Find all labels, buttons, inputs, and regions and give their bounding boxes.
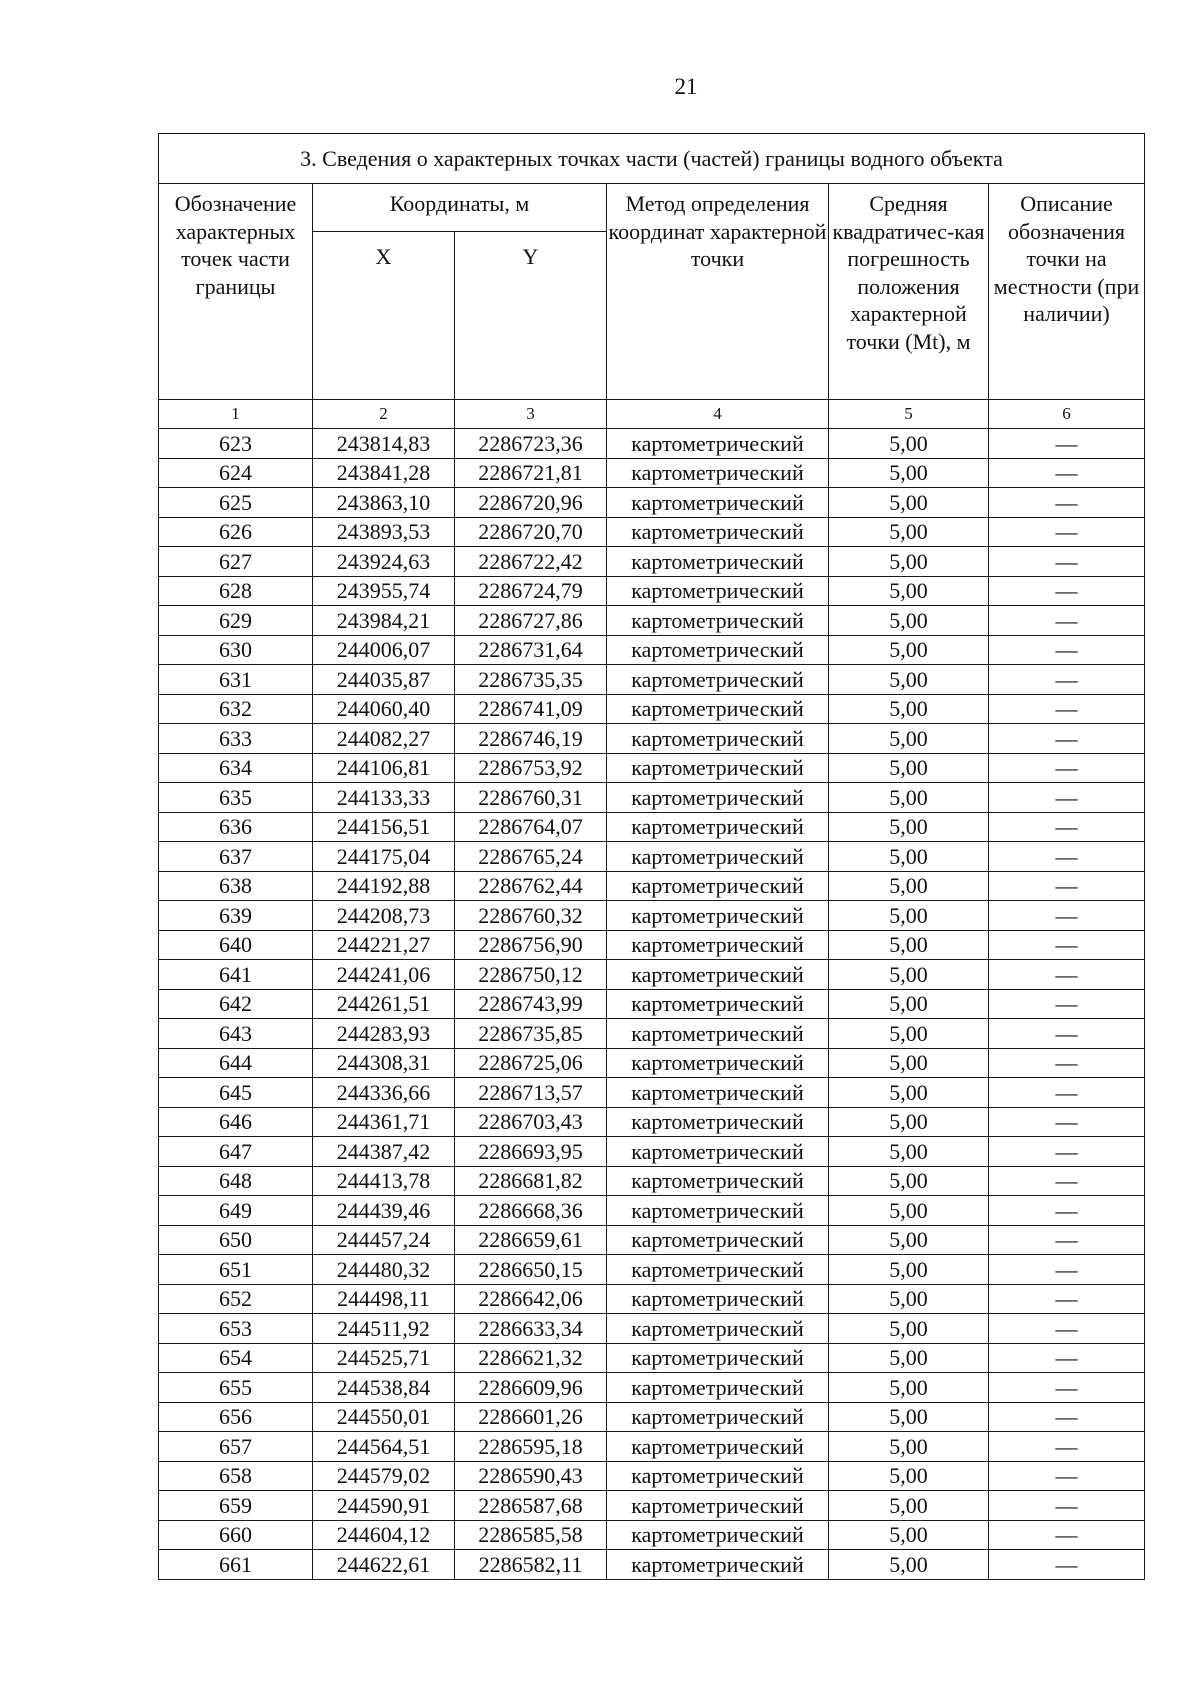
cell-y: 2286723,36 [455,429,607,459]
cell-method: картометрический [607,930,829,960]
table-row [159,930,1145,960]
cell-description: — [989,1314,1145,1344]
table-row [159,724,1145,754]
cell-y: 2286762,44 [455,871,607,901]
cell-description: — [989,488,1145,518]
table-row [159,488,1145,518]
cell-point: 661 [159,1550,313,1580]
cell-error: 5,00 [829,458,989,488]
cell-point: 647 [159,1137,313,1167]
cell-description: — [989,458,1145,488]
table-row [159,1137,1145,1167]
cell-point: 645 [159,1078,313,1108]
column-number: 6 [989,400,1145,429]
cell-point: 641 [159,960,313,990]
table-row [159,429,1145,459]
cell-x: 243955,74 [313,576,455,606]
cell-y: 2286585,58 [455,1520,607,1550]
cell-description: — [989,1491,1145,1521]
cell-description: — [989,1550,1145,1580]
table-row [159,1284,1145,1314]
table-row [159,842,1145,872]
cell-x: 244622,61 [313,1550,455,1580]
cell-y: 2286601,26 [455,1402,607,1432]
cell-point: 649 [159,1196,313,1226]
table-row [159,812,1145,842]
cell-y: 2286720,96 [455,488,607,518]
header-point: Обозначение характерных точек части границы [159,184,313,400]
cell-y: 2286764,07 [455,812,607,842]
cell-y: 2286713,57 [455,1078,607,1108]
cell-description: — [989,694,1145,724]
cell-error: 5,00 [829,1491,989,1521]
cell-error: 5,00 [829,1550,989,1580]
cell-method: картометрический [607,1314,829,1344]
cell-description: — [989,753,1145,783]
cell-description: — [989,1166,1145,1196]
cell-y: 2286743,99 [455,989,607,1019]
table-row [159,694,1145,724]
table-row [159,1225,1145,1255]
cell-point: 638 [159,871,313,901]
cell-error: 5,00 [829,1461,989,1491]
cell-point: 653 [159,1314,313,1344]
cell-y: 2286621,32 [455,1343,607,1373]
header-x: X [313,232,455,400]
cell-error: 5,00 [829,1166,989,1196]
boundary-points-table [158,133,1145,1580]
column-number: 1 [159,400,313,429]
column-number: 4 [607,400,829,429]
table-row [159,458,1145,488]
cell-error: 5,00 [829,930,989,960]
cell-y: 2286590,43 [455,1461,607,1491]
cell-description: — [989,989,1145,1019]
cell-x: 244006,07 [313,635,455,665]
cell-error: 5,00 [829,576,989,606]
cell-y: 2286741,09 [455,694,607,724]
cell-error: 5,00 [829,1048,989,1078]
cell-x: 244308,31 [313,1048,455,1078]
cell-point: 639 [159,901,313,931]
table-row [159,783,1145,813]
cell-point: 637 [159,842,313,872]
cell-description: — [989,1019,1145,1049]
cell-point: 630 [159,635,313,665]
cell-x: 243863,10 [313,488,455,518]
cell-error: 5,00 [829,635,989,665]
cell-y: 2286633,34 [455,1314,607,1344]
table-row [159,1402,1145,1432]
cell-x: 244192,88 [313,871,455,901]
table-row [159,606,1145,636]
cell-y: 2286765,24 [455,842,607,872]
cell-y: 2286727,86 [455,606,607,636]
cell-error: 5,00 [829,989,989,1019]
cell-description: — [989,724,1145,754]
cell-method: картометрический [607,783,829,813]
cell-error: 5,00 [829,1137,989,1167]
cell-method: картометрический [607,1225,829,1255]
cell-y: 2286750,12 [455,960,607,990]
cell-x: 244480,32 [313,1255,455,1285]
cell-description: — [989,517,1145,547]
cell-description: — [989,1048,1145,1078]
cell-y: 2286609,96 [455,1373,607,1403]
cell-method: картометрический [607,606,829,636]
cell-y: 2286693,95 [455,1137,607,1167]
cell-method: картометрический [607,694,829,724]
cell-point: 627 [159,547,313,577]
cell-error: 5,00 [829,1373,989,1403]
cell-point: 632 [159,694,313,724]
cell-point: 643 [159,1019,313,1049]
cell-y: 2286642,06 [455,1284,607,1314]
cell-x: 244336,66 [313,1078,455,1108]
cell-description: — [989,1461,1145,1491]
cell-description: — [989,635,1145,665]
cell-x: 244439,46 [313,1196,455,1226]
header-description: Описание обозначения точки на местности (при наличии) [989,184,1145,400]
cell-error: 5,00 [829,1225,989,1255]
cell-point: 657 [159,1432,313,1462]
cell-x: 244082,27 [313,724,455,754]
cell-method: картометрический [607,1107,829,1137]
cell-method: картометрический [607,635,829,665]
cell-description: — [989,783,1145,813]
cell-method: картометрический [607,1550,829,1580]
cell-method: картометрический [607,517,829,547]
table-body [159,429,1145,1580]
table-row [159,665,1145,695]
cell-x: 244175,04 [313,842,455,872]
cell-point: 658 [159,1461,313,1491]
header-y: Y [455,232,607,400]
cell-error: 5,00 [829,1255,989,1285]
cell-error: 5,00 [829,1432,989,1462]
table-row [159,1314,1145,1344]
cell-point: 635 [159,783,313,813]
cell-x: 244156,51 [313,812,455,842]
cell-error: 5,00 [829,842,989,872]
cell-method: картометрический [607,871,829,901]
table-row [159,1255,1145,1285]
cell-description: — [989,1078,1145,1108]
cell-y: 2286760,32 [455,901,607,931]
cell-x: 243893,53 [313,517,455,547]
cell-method: картометрический [607,1284,829,1314]
cell-method: картометрический [607,842,829,872]
table-row [159,960,1145,990]
cell-y: 2286681,82 [455,1166,607,1196]
cell-y: 2286746,19 [455,724,607,754]
cell-x: 244590,91 [313,1491,455,1521]
cell-point: 629 [159,606,313,636]
cell-y: 2286735,85 [455,1019,607,1049]
cell-method: картометрический [607,488,829,518]
cell-error: 5,00 [829,1343,989,1373]
cell-y: 2286731,64 [455,635,607,665]
cell-description: — [989,1225,1145,1255]
cell-description: — [989,901,1145,931]
column-numbers-row [159,400,1145,429]
cell-method: картометрический [607,576,829,606]
cell-y: 2286720,70 [455,517,607,547]
header-method: Метод определения координат характерной точки [607,184,829,400]
cell-x: 243841,28 [313,458,455,488]
cell-point: 626 [159,517,313,547]
cell-error: 5,00 [829,1402,989,1432]
cell-y: 2286753,92 [455,753,607,783]
cell-method: картометрический [607,753,829,783]
cell-y: 2286659,61 [455,1225,607,1255]
table-row [159,1491,1145,1521]
cell-point: 646 [159,1107,313,1137]
cell-method: картометрический [607,989,829,1019]
cell-method: картометрический [607,547,829,577]
cell-error: 5,00 [829,812,989,842]
cell-x: 244106,81 [313,753,455,783]
cell-x: 244208,73 [313,901,455,931]
cell-error: 5,00 [829,1196,989,1226]
table-row [159,1166,1145,1196]
cell-x: 244550,01 [313,1402,455,1432]
cell-point: 624 [159,458,313,488]
cell-method: картометрический [607,1373,829,1403]
cell-y: 2286595,18 [455,1432,607,1462]
cell-description: — [989,576,1145,606]
table-row [159,517,1145,547]
cell-method: картометрический [607,1461,829,1491]
table-row [159,901,1145,931]
cell-point: 634 [159,753,313,783]
cell-x: 244511,92 [313,1314,455,1344]
cell-point: 636 [159,812,313,842]
cell-y: 2286668,36 [455,1196,607,1226]
cell-point: 651 [159,1255,313,1285]
cell-point: 623 [159,429,313,459]
cell-error: 5,00 [829,694,989,724]
cell-x: 244060,40 [313,694,455,724]
cell-y: 2286735,35 [455,665,607,695]
cell-error: 5,00 [829,1284,989,1314]
cell-x: 244035,87 [313,665,455,695]
cell-y: 2286650,15 [455,1255,607,1285]
table-row [159,1048,1145,1078]
cell-x: 244525,71 [313,1343,455,1373]
cell-method: картометрический [607,1048,829,1078]
cell-y: 2286587,68 [455,1491,607,1521]
cell-y: 2286760,31 [455,783,607,813]
column-number: 2 [313,400,455,429]
cell-method: картометрический [607,1402,829,1432]
cell-method: картометрический [607,724,829,754]
cell-description: — [989,606,1145,636]
cell-x: 244564,51 [313,1432,455,1462]
cell-y: 2286756,90 [455,930,607,960]
cell-error: 5,00 [829,901,989,931]
cell-method: картометрический [607,1166,829,1196]
cell-x: 244133,33 [313,783,455,813]
cell-x: 244221,27 [313,930,455,960]
table-row [159,1461,1145,1491]
cell-point: 660 [159,1520,313,1550]
cell-method: картометрический [607,429,829,459]
cell-error: 5,00 [829,488,989,518]
table-header [159,134,1145,429]
cell-method: картометрический [607,1078,829,1108]
cell-y: 2286724,79 [455,576,607,606]
cell-point: 648 [159,1166,313,1196]
cell-description: — [989,1520,1145,1550]
cell-error: 5,00 [829,1107,989,1137]
cell-error: 5,00 [829,517,989,547]
cell-x: 244457,24 [313,1225,455,1255]
cell-error: 5,00 [829,665,989,695]
cell-error: 5,00 [829,429,989,459]
cell-x: 244387,42 [313,1137,455,1167]
cell-error: 5,00 [829,871,989,901]
cell-description: — [989,1432,1145,1462]
cell-point: 654 [159,1343,313,1373]
cell-method: картометрический [607,960,829,990]
table-row [159,1432,1145,1462]
cell-point: 655 [159,1373,313,1403]
cell-error: 5,00 [829,1314,989,1344]
cell-x: 244498,11 [313,1284,455,1314]
cell-x: 244579,02 [313,1461,455,1491]
cell-x: 244261,51 [313,989,455,1019]
cell-point: 625 [159,488,313,518]
cell-error: 5,00 [829,606,989,636]
cell-description: — [989,1255,1145,1285]
cell-description: — [989,1196,1145,1226]
cell-description: — [989,871,1145,901]
cell-error: 5,00 [829,960,989,990]
cell-error: 5,00 [829,1019,989,1049]
cell-method: картометрический [607,1255,829,1285]
table-row [159,1019,1145,1049]
header-error: Средняя квадратичес-кая погрешность положения характерной точки (Mt), м [829,184,989,400]
table-row [159,753,1145,783]
cell-point: 631 [159,665,313,695]
cell-y: 2286725,06 [455,1048,607,1078]
cell-method: картометрический [607,901,829,931]
cell-y: 2286722,42 [455,547,607,577]
cell-error: 5,00 [829,547,989,577]
cell-description: — [989,665,1145,695]
cell-description: — [989,1284,1145,1314]
cell-point: 633 [159,724,313,754]
cell-description: — [989,812,1145,842]
table-row [159,1550,1145,1580]
cell-x: 244283,93 [313,1019,455,1049]
cell-description: — [989,1107,1145,1137]
table-row [159,1343,1145,1373]
cell-point: 650 [159,1225,313,1255]
cell-description: — [989,960,1145,990]
cell-x: 243984,21 [313,606,455,636]
cell-method: картометрический [607,1491,829,1521]
cell-description: — [989,547,1145,577]
cell-x: 243924,63 [313,547,455,577]
header-coords: Координаты, м [313,184,607,232]
table-row [159,1520,1145,1550]
cell-point: 659 [159,1491,313,1521]
cell-description: — [989,930,1145,960]
table-row [159,1373,1145,1403]
cell-description: — [989,1137,1145,1167]
cell-x: 244361,71 [313,1107,455,1137]
cell-error: 5,00 [829,753,989,783]
cell-point: 628 [159,576,313,606]
cell-description: — [989,1373,1145,1403]
cell-error: 5,00 [829,1520,989,1550]
cell-description: — [989,842,1145,872]
cell-method: картометрический [607,665,829,695]
cell-method: картометрический [607,1432,829,1462]
cell-description: — [989,429,1145,459]
cell-point: 642 [159,989,313,1019]
cell-description: — [989,1402,1145,1432]
cell-method: картометрический [607,1019,829,1049]
cell-method: картометрический [607,1520,829,1550]
cell-x: 244538,84 [313,1373,455,1403]
cell-point: 652 [159,1284,313,1314]
table-row [159,1107,1145,1137]
cell-method: картометрический [607,1196,829,1226]
cell-method: картометрический [607,812,829,842]
cell-point: 640 [159,930,313,960]
column-number: 3 [455,400,607,429]
cell-x: 244604,12 [313,1520,455,1550]
cell-method: картометрический [607,1343,829,1373]
cell-description: — [989,1343,1145,1373]
table-row [159,547,1145,577]
cell-error: 5,00 [829,724,989,754]
cell-error: 5,00 [829,1078,989,1108]
cell-error: 5,00 [829,783,989,813]
column-number: 5 [829,400,989,429]
cell-point: 644 [159,1048,313,1078]
page-number: 21 [674,74,698,99]
cell-x: 244241,06 [313,960,455,990]
cell-y: 2286703,43 [455,1107,607,1137]
cell-x: 243814,83 [313,429,455,459]
table-row [159,635,1145,665]
cell-x: 244413,78 [313,1166,455,1196]
cell-method: картометрический [607,1137,829,1167]
table-row [159,576,1145,606]
cell-point: 656 [159,1402,313,1432]
cell-method: картометрический [607,458,829,488]
table-title: 3. Сведения о характерных точках части (частей) границы водного объекта [159,134,1145,184]
table-row [159,871,1145,901]
cell-y: 2286582,11 [455,1550,607,1580]
table-row [159,989,1145,1019]
table-row [159,1196,1145,1226]
cell-y: 2286721,81 [455,458,607,488]
table-row [159,1078,1145,1108]
